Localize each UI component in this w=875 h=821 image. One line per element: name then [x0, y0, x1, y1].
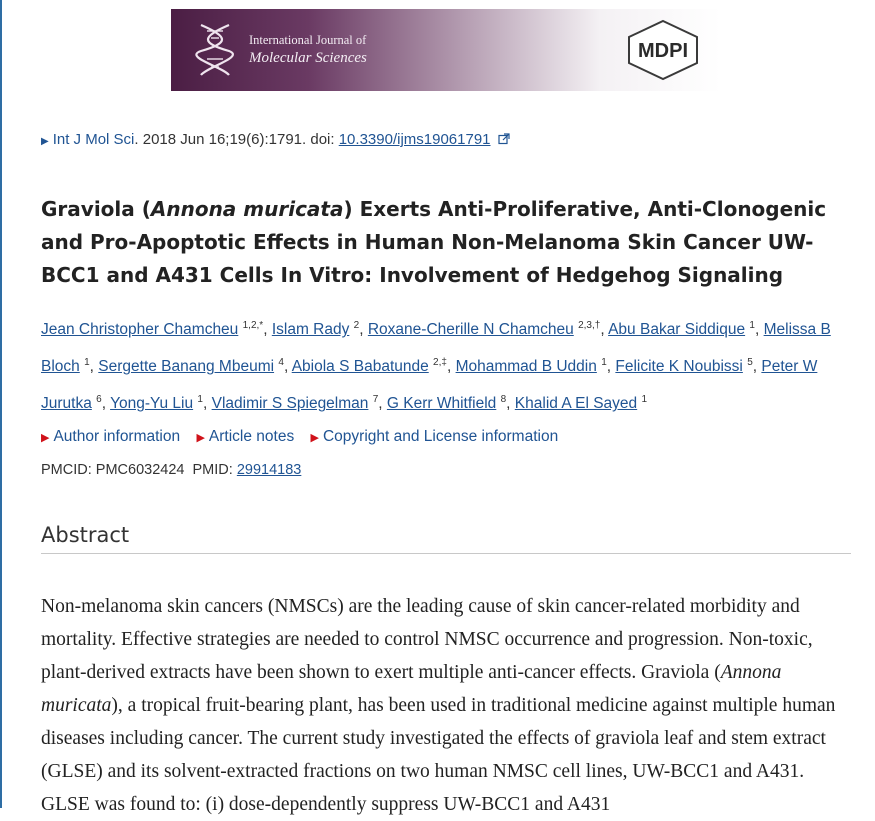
- article-identifiers: [41, 462, 301, 478]
- abstract-text: [41, 590, 856, 821]
- journal-name: [249, 31, 367, 67]
- author-entry: [292, 358, 447, 375]
- author-entry: [212, 395, 379, 412]
- expand-triangle-icon: ▶: [41, 136, 49, 147]
- abstract-text-part1: Non-melanoma skin cancers (NMSCs) are the leading cause of skin cancer-related morbidity and mortality. Effective strategies are needed to control NMSC occurrence and progression. Non-toxic, plant-derived extracts have been shown to exert multiple anti-cancer effects. Graviola (: [41, 596, 813, 683]
- author-link[interactable]: Mohammad B Uddin: [455, 358, 597, 376]
- dna-helix-icon: [193, 21, 237, 77]
- journal-name-line2: Molecular Sciences: [249, 50, 367, 66]
- author-entry: [615, 358, 752, 375]
- abstract-text-part2: ), a tropical fruit-bearing plant, has been used in traditional medicine against multiple human diseases including cancer. The current study investigated the effects of graviola leaf and stem extract (GLSE) and its solvent-extracted fractions on two human NMSC cell lines, UW-BCC1 and A431. GLSE was found to: (i) dose-dependently suppress UW-BCC1 and A431: [41, 695, 836, 815]
- title-part2: ) Exerts Anti-Proliferative, Anti-Clonogenic and Pro-Apoptotic Effects in Human Non-Melanoma Skin Cancer UW-BCC1 and A431 Cells In Vitro: Involvement of Hedgehog Signaling: [41, 197, 827, 287]
- author-link[interactable]: Felicite K Noubissi: [615, 358, 743, 376]
- affiliation-superscript: 1: [749, 320, 755, 331]
- journal-banner[interactable]: [171, 9, 721, 91]
- author-entry: [110, 395, 203, 412]
- author-link[interactable]: Peter W Jurutka: [41, 358, 818, 413]
- pmid-link[interactable]: 29914183: [236, 462, 302, 478]
- author-information-toggle[interactable]: [41, 428, 180, 445]
- author-link[interactable]: Abu Bakar Siddique: [608, 321, 746, 339]
- author-link[interactable]: Islam Rady: [271, 321, 350, 339]
- expand-triangle-icon: ▶: [196, 432, 205, 444]
- author-link[interactable]: Vladimir S Spiegelman: [211, 395, 369, 413]
- copyright-toggle[interactable]: [311, 428, 559, 445]
- author-entry: [41, 321, 263, 338]
- author-entry: [387, 395, 506, 412]
- author-link[interactable]: Sergette Banang Mbeumi: [98, 358, 275, 376]
- article-info-toggles: [41, 428, 570, 446]
- author-entry: [456, 358, 607, 375]
- affiliation-superscript: 1: [641, 394, 648, 406]
- author-link[interactable]: Melissa B Bloch: [41, 321, 831, 376]
- affiliation-superscript: 2,3,†: [578, 320, 601, 331]
- journal-link[interactable]: Int J Mol Sci: [52, 131, 135, 148]
- pmid-label: PMID:: [192, 462, 237, 478]
- affiliation-superscript: 4: [278, 357, 284, 369]
- abstract-species: Annona muricata: [41, 662, 782, 716]
- author-link[interactable]: G Kerr Whitfield: [386, 395, 497, 413]
- author-link[interactable]: Khalid A El Sayed: [514, 395, 638, 413]
- expand-triangle-icon: ▶: [41, 432, 50, 444]
- affiliation-superscript: 6: [96, 394, 102, 406]
- article-notes-toggle[interactable]: [196, 428, 294, 445]
- external-link-icon[interactable]: [498, 133, 510, 145]
- affiliation-superscript: 1: [601, 357, 607, 369]
- author-entry: [98, 358, 284, 375]
- left-border-rule: [0, 0, 2, 808]
- affiliation-superscript: 1: [197, 394, 203, 406]
- journal-name-line1: International Journal of: [249, 33, 367, 47]
- doi-link[interactable]: 10.3390/ijms19061791: [338, 131, 491, 148]
- expand-triangle-icon: ▶: [310, 432, 319, 444]
- affiliation-superscript: 8: [500, 394, 507, 406]
- citation-details: . 2018 Jun 16;19(6):1791. doi:: [134, 131, 339, 148]
- affiliation-superscript: 7: [372, 394, 379, 406]
- pmcid-label: PMCID:: [41, 462, 96, 478]
- copyright-label[interactable]: Copyright and License information: [322, 428, 559, 445]
- author-entry: [515, 395, 647, 412]
- article-notes-label[interactable]: Article notes: [208, 428, 295, 445]
- author-link[interactable]: Roxane-Cherille N Chamcheu: [367, 321, 574, 339]
- citation-line: [41, 131, 510, 148]
- author-link[interactable]: Abiola S Babatunde: [291, 358, 429, 376]
- author-link[interactable]: Jean Christopher Chamcheu: [41, 321, 239, 339]
- affiliation-superscript: 2,‡: [433, 357, 447, 369]
- affiliation-superscript: 5: [747, 357, 753, 369]
- affiliation-superscript: 1: [84, 357, 90, 369]
- author-list: Jean Christopher Chamcheu $^{1,2,*}$, Islam Rady $^2$, Roxane-Cherille N Chamcheu $^{2,3,\dagger}$, Abu Bakar Siddique $^1$, Melissa B Bloch $^1$, Sergette Banang Mbeumi $^4$, Abiola S Babatunde $^{2,\ddagger}$, Mohammad B Uddin $^1$, Felicite K Noubissi $^5$, Peter W Jurutka $^6$, Yong-Yu Liu $^1$, Vladimir S Spiegelman $^7$, G Kerr Whitfield $^8$, Khalid A El Sayed $^1$: [41, 320, 831, 413]
- author-entry: [608, 321, 755, 338]
- title-species: Annona muricata: [150, 197, 344, 221]
- author-link[interactable]: Yong-Yu Liu: [110, 395, 194, 413]
- author-entry: [368, 321, 600, 338]
- abstract-heading: Abstract: [41, 523, 851, 554]
- article-title: [41, 193, 851, 292]
- affiliation-superscript: 2: [353, 320, 360, 331]
- mdpi-logo-text: MDPI: [638, 40, 688, 62]
- author-entry: [272, 321, 359, 338]
- mdpi-logo-icon: [623, 19, 703, 81]
- affiliation-superscript: 1,2,*: [242, 320, 264, 331]
- pmcid-value: PMC6032424: [95, 462, 185, 478]
- author-information-label[interactable]: Author information: [53, 428, 181, 445]
- title-part1: Graviola (: [41, 197, 151, 221]
